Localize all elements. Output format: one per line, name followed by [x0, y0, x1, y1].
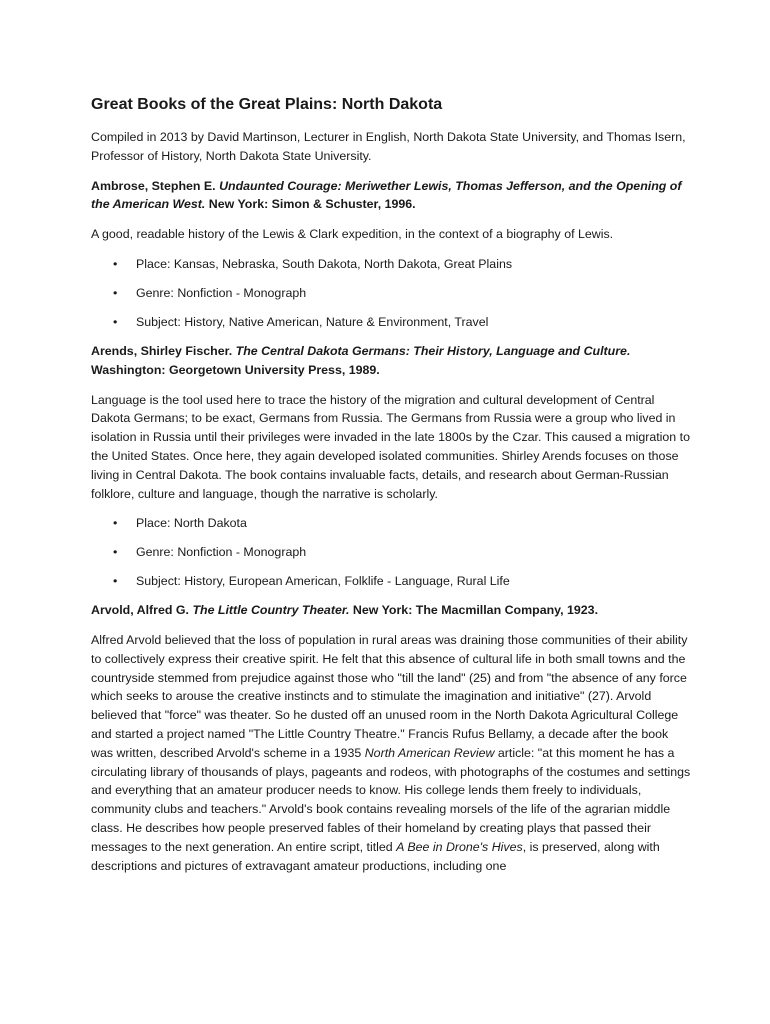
citation-author: Arends, Shirley Fischer. — [91, 343, 233, 358]
citation-book-title: The Central Dakota Germans: Their History, Language and Culture. — [235, 343, 631, 358]
tag-list — [91, 255, 691, 332]
bullet-icon: • — [113, 574, 118, 589]
bullet-icon: • — [113, 545, 118, 560]
bullet-icon: • — [113, 516, 118, 531]
bullet-icon: • — [113, 285, 118, 300]
citation-entry — [91, 342, 691, 380]
entry-description: Language is the tool used here to trace the history of the migration and cultural development of Central Dakota Germans; to be exact, Germans from Russia. The Germans from Russia were a group who lived in isolation in Russia until their privileges were invaded in the late 1800s by the Czar. This caused a migration to the United States. Once here, they again developed isolated communities. Shirley Arends focuses on those living in Central Dakota. The book contains invaluable facts, details, and research about German-Russian folklore, culture and language, though the narrative is scholarly. — [91, 392, 690, 501]
intro-paragraph: Compiled in 2013 by David Martinson, Lecturer in English, North Dakota State University, and Thomas Isern, Professor of History, North Dakota State University. — [91, 130, 686, 163]
citation-entry — [91, 601, 691, 620]
tag-text: Genre: Nonfiction - Monograph — [136, 545, 307, 560]
tag-text: Place: Kansas, Nebraska, South Dakota, North Dakota, Great Plains — [136, 256, 513, 271]
entry-description — [91, 631, 691, 875]
citation-publisher: New York: Simon & Schuster, 1996. — [208, 197, 416, 212]
tag-text: Place: North Dakota — [136, 516, 247, 531]
bullet-icon: • — [113, 314, 118, 329]
list-item — [91, 543, 691, 562]
tag-list — [91, 514, 691, 591]
bullet-icon: • — [113, 256, 118, 271]
citation-book-title: The Little Country Theater. — [192, 603, 350, 618]
citation-author: Ambrose, Stephen E. — [91, 178, 216, 193]
page-title: Great Books of the Great Plains: North Dakota — [91, 96, 443, 113]
document-page — [91, 94, 691, 886]
description-text: article: "at this moment he has a circulating library of thousands of plays, pageants and rodeos, with photographs of the costumes and settings and everything that an amateur producer needs to know. His college lends them freely to individuals, community clubs and teachers." Arvold's book contains revealing morsels of the life of the agrarian middle class. He describes how people preserved fables of their homeland by creating plays that passed their messages to the next generation. An entire script, titled — [91, 745, 691, 854]
citation-publisher: New York: The Macmillan Company, 1923. — [352, 603, 599, 618]
citation-book-title: Undaunted Courage: Meriwether Lewis, Thomas Jefferson, and the Opening of the American West. — [91, 178, 682, 212]
list-item — [91, 313, 691, 332]
list-item — [91, 572, 691, 591]
tag-text: Subject: History, Native American, Nature & Environment, Travel — [136, 314, 489, 329]
tag-text: Subject: History, European American, Folklife - Language, Rural Life — [136, 574, 510, 589]
description-text: Alfred Arvold believed that the loss of population in rural areas was draining those communities of their ability to collectively express their creative spirit. He felt that this absence of cultural life in both small towns and the countryside stemmed from prejudice against those who "till the land" (25) and from "the absence of any force which seeks to arouse the creative instincts and to stimulate the imagination and initiative" (27). Arvold believed that "force" was theater. So he dusted off an unused room in the North Dakota Agricultural College and started a project named "The Little Country Theatre." Francis Rufus Bellamy, a decade after the book was written, described Arvold's scheme in a 1935 — [91, 633, 688, 760]
description-text: , is preserved, along with descriptions and pictures of extravagant amateur productions, including one — [91, 839, 660, 873]
list-item — [91, 514, 691, 533]
tag-text: Genre: Nonfiction - Monograph — [136, 285, 307, 300]
citation-author: Arvold, Alfred G. — [91, 603, 189, 618]
journal-title: North American Review — [364, 745, 495, 760]
citation-publisher: Washington: Georgetown University Press, 1989. — [91, 362, 380, 377]
entry-description: A good, readable history of the Lewis & Clark expedition, in the context of a biography of Lewis. — [91, 227, 614, 242]
script-title: A Bee in Drone's Hives — [396, 839, 523, 854]
list-item — [91, 284, 691, 303]
citation-entry — [91, 177, 691, 215]
list-item — [91, 255, 691, 274]
